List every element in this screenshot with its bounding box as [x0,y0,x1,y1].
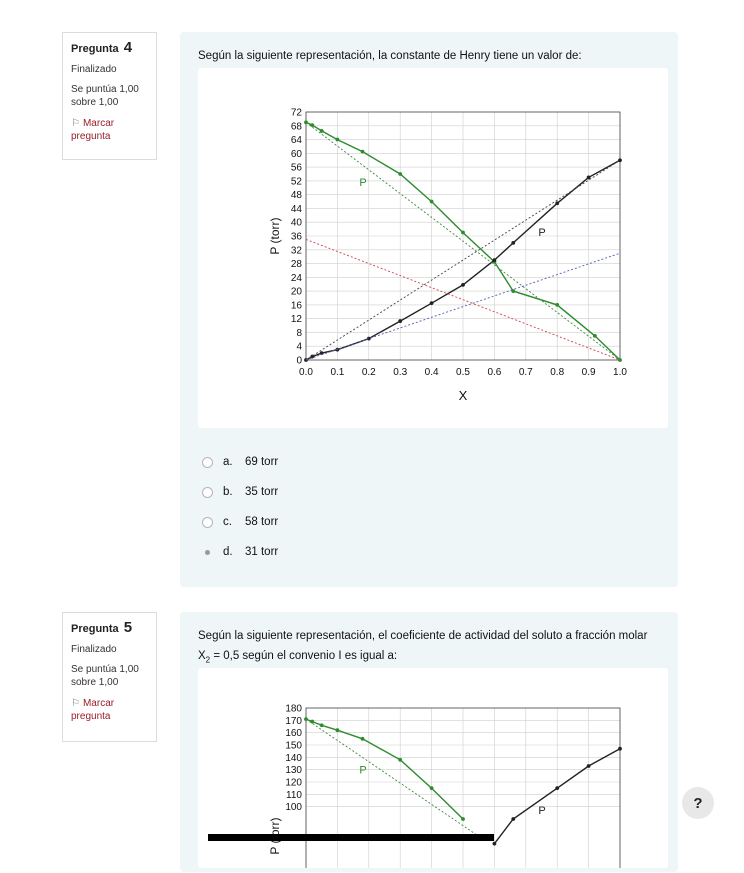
y-tick-label: 170 [285,715,302,727]
series-label: P [359,177,367,190]
radio-option-a[interactable] [202,457,213,468]
data-point [587,764,591,768]
x-tick-label: 0.5 [456,367,470,378]
data-point [587,176,591,180]
y-tick-label: 60 [290,148,302,160]
flag-question-label: Marcar pregunta [71,698,115,722]
y-tick-label: 56 [290,162,302,174]
radio-option-c[interactable] [202,517,213,528]
y-tick-label: 48 [290,190,302,202]
question-number-value: 4 [123,39,133,56]
question-grade: Se puntúa 1,00 sobre 1,00 [71,84,139,108]
data-point [511,241,515,245]
option-text: 35 torr [245,486,279,498]
x-tick-label: 0.7 [518,367,533,378]
y-tick-label: 36 [290,231,302,243]
series-label: P [538,805,546,818]
option-b[interactable] [202,477,278,507]
chart-card [198,68,668,428]
radio-option-d[interactable] [202,547,213,558]
series-label: P [538,227,546,239]
flag-icon: ⚐ [71,698,80,709]
data-point [320,723,324,727]
option-text: 58 torr [245,516,279,528]
x-tick-label: 0.1 [330,367,345,378]
data-point [461,231,465,235]
question-info-q4 [62,32,157,160]
data-point [361,150,365,154]
option-letter: d. [223,546,233,558]
data-point [555,786,559,790]
x-axis-label: X [458,388,468,403]
y-tick-label: 24 [290,272,302,284]
question-content-q4 [180,32,678,587]
series-line [306,719,463,819]
y-tick-label: 140 [285,752,302,764]
y-tick-label: 40 [290,217,302,229]
y-tick-label: 4 [296,341,302,353]
y-tick-label: 16 [290,300,302,312]
option-letter: b. [223,486,233,498]
question-text: Según la siguiente representación, la constante de Henry tiene un valor de: [198,50,582,62]
data-point [398,758,402,762]
data-point [320,129,324,133]
question-text-subscript: 2 [205,655,211,665]
question-label: Pregunta [71,43,119,55]
x-tick-label: 0.2 [361,367,376,378]
help-button[interactable]: ? [682,787,714,819]
data-point [493,258,497,262]
data-point [555,303,559,307]
data-point [310,123,314,127]
y-tick-label: 0 [296,355,302,367]
x-tick-label: 0.0 [299,367,313,378]
radio-option-b[interactable] [202,487,213,498]
question-info-q5 [62,612,157,742]
y-axis-label: P (torr) [268,217,282,255]
series-line [306,719,479,836]
question-content-q5 [180,612,678,872]
data-point [398,172,402,176]
question-text [198,626,660,670]
flag-icon: ⚐ [71,118,80,129]
x-tick-label: 0.3 [393,367,408,378]
y-tick-label: 12 [290,314,302,326]
y-tick-label: 8 [296,327,302,339]
data-point [310,720,314,724]
y-tick-label: 100 [285,802,302,814]
option-text: 69 torr [245,456,279,468]
x-tick-label: 0.4 [424,367,439,378]
x-tick-label: 0.8 [550,367,565,378]
answer-options [202,447,278,567]
option-d[interactable] [202,537,278,567]
y-tick-label: 52 [290,176,302,188]
data-point [461,283,465,287]
data-point [593,334,597,338]
data-point [461,817,465,821]
data-point [430,200,434,204]
data-point [336,728,340,732]
y-tick-label: 20 [290,286,302,298]
question-number [71,619,148,636]
y-tick-label: 28 [290,259,302,271]
y-tick-label: 72 [290,107,302,119]
redaction-bar [208,834,494,841]
data-point [430,786,434,790]
y-tick-label: 160 [285,728,302,740]
option-letter: a. [223,456,233,468]
pressure-chart [198,68,668,428]
question-label: Pregunta [71,623,119,635]
y-tick-label: 110 [286,789,302,801]
question-state: Finalizado [71,644,117,655]
flag-question-label: Marcar pregunta [71,118,115,142]
x-tick-label: 1.0 [613,367,627,378]
question-text-part: = 0,5 según el convenio I es igual a: [210,650,398,662]
y-tick-label: 68 [290,121,302,133]
data-point [361,737,365,741]
data-point [398,319,402,323]
y-tick-label: 180 [285,703,302,715]
option-a[interactable] [202,447,278,477]
data-point [511,817,515,821]
y-tick-label: 120 [285,777,302,789]
question-grade: Se puntúa 1,00 sobre 1,00 [71,664,139,688]
x-tick-label: 0.9 [581,367,596,378]
question-state: Finalizado [71,64,117,75]
data-point [430,301,434,305]
y-tick-label: 150 [285,740,302,752]
y-tick-label: 64 [290,135,302,147]
question-number-value: 5 [123,619,133,636]
option-text: 31 torr [245,546,279,558]
series-label: P [359,764,367,777]
option-letter: c. [223,516,232,528]
data-point [336,138,340,142]
y-tick-label: 44 [290,203,302,215]
flag-question-link[interactable] [71,117,148,143]
data-point [618,747,622,751]
option-c[interactable] [202,507,278,537]
y-tick-label: 32 [290,245,302,257]
y-tick-label: 130 [285,765,302,777]
data-point [555,201,559,205]
question-text-part: Según la siguiente representación, el coeficiente de actividad del soluto a fracción molar X [198,630,648,662]
x-tick-label: 0.6 [487,367,502,378]
data-point [493,842,497,846]
question-number [71,39,148,56]
flag-question-link[interactable] [71,697,148,723]
